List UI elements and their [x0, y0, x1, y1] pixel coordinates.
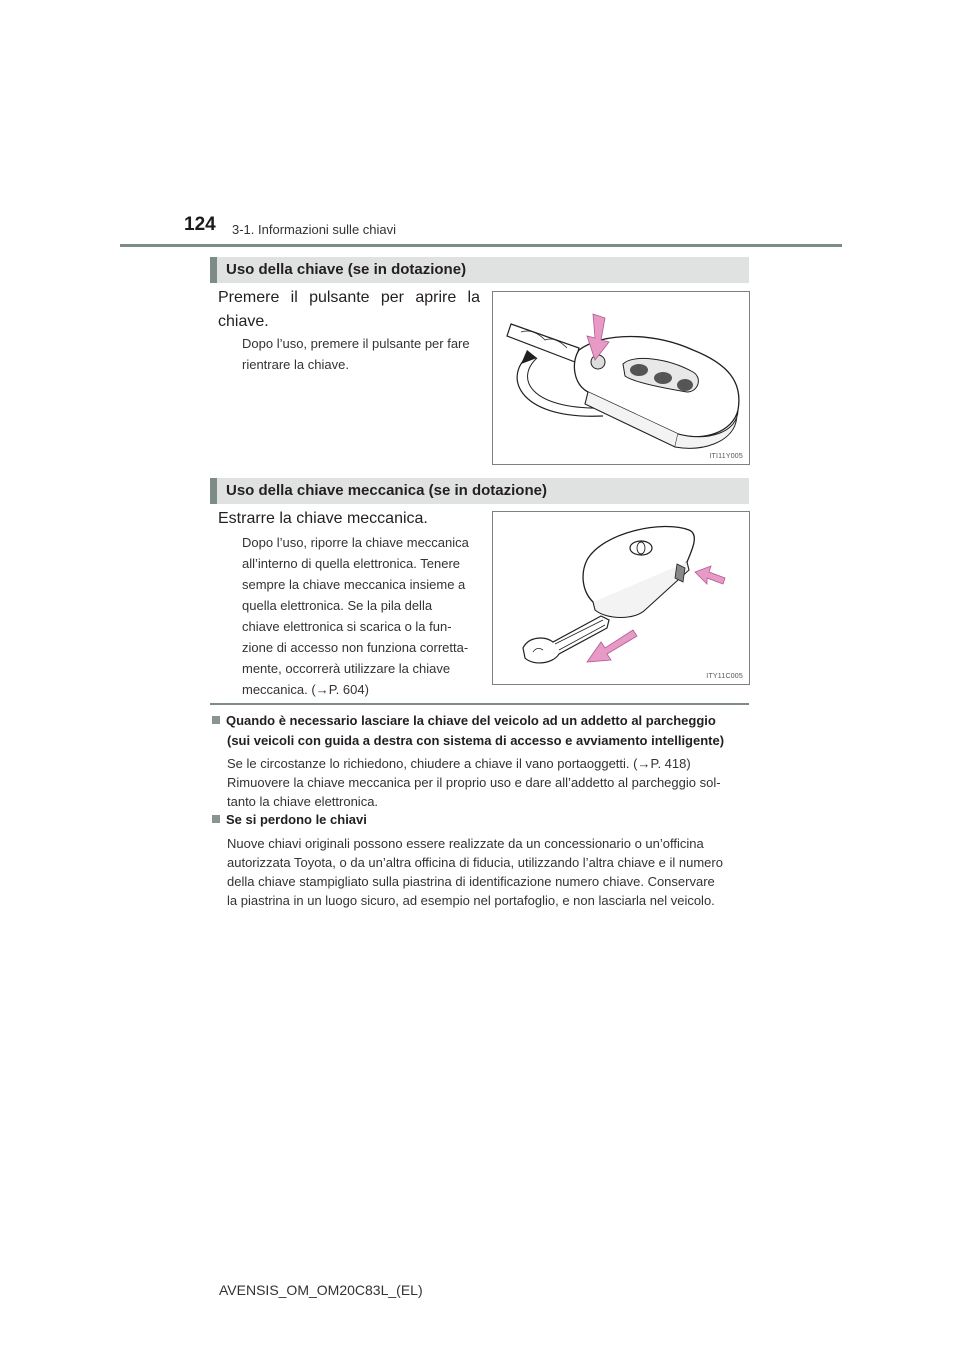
- detail-line: quella elettronica. Se la pila della: [242, 598, 433, 613]
- step-instruction: Estrarre la chiave meccanica.: [218, 510, 428, 527]
- note-body-lost-keys: [227, 834, 744, 910]
- note-title-line: Se si perdono le chiavi: [212, 810, 752, 830]
- section-heading-mechanical-key: Uso della chiave meccanica (se in dotazione): [210, 478, 749, 504]
- step-instruction-line2: chiave.: [218, 313, 269, 330]
- figure-code: ITY11C005: [706, 673, 743, 680]
- detail-line: chiave elettronica si scarica o la fun-: [242, 619, 452, 634]
- figure-flip-key: [492, 291, 750, 465]
- detail-line: mente, occorrerà utilizzare la chiave: [242, 661, 451, 676]
- note-line: della chiave stampigliato sulla piastrina di identificazione numero chiave. Conservare: [227, 874, 715, 889]
- step-detail: [242, 532, 479, 700]
- square-bullet-icon: [212, 815, 220, 823]
- note-title-lost-keys: [212, 810, 752, 830]
- detail-line: sempre la chiave meccanica insieme a: [242, 577, 466, 592]
- note-title-line: Quando è necessario lasciare la chiave del veicolo ad un addetto al parcheggio: [212, 711, 752, 731]
- detail-line: Dopo l’uso, riporre la chiave meccanica: [242, 535, 469, 550]
- note-line: la piastrina in un luogo sicuro, ad esempio nel portafoglio, e non lasciarla nel veicolo.: [227, 893, 715, 908]
- square-bullet-icon: [212, 716, 220, 724]
- detail-line-page-reference: meccanica. (→P. 604): [242, 682, 369, 697]
- detail-line: zione di accesso non funziona corretta-: [242, 640, 469, 655]
- detail-line: all’interno di quella elettronica. Tenere: [242, 556, 461, 571]
- note-line: autorizzata Toyota, o da un’altra officina di fiducia, utilizzando l’altra chiave e il numero: [227, 855, 723, 870]
- page-number: 124: [184, 214, 216, 235]
- document-code: AVENSIS_OM_OM20C83L_(EL): [219, 1282, 423, 1298]
- figure-mechanical-key: [492, 511, 750, 685]
- mechanical-key-illustration: [493, 512, 749, 684]
- header-divider: [120, 244, 842, 247]
- flip-key-illustration: [493, 292, 749, 464]
- note-line: Nuove chiavi originali possono essere realizzate da un concessionario o un’officina: [227, 836, 704, 851]
- section-title: 3-1. Informazioni sulle chiavi: [232, 222, 397, 237]
- note-line: tanto la chiave elettronica.: [227, 794, 379, 809]
- note-title-valet: [212, 711, 752, 751]
- note-line: Rimuovere la chiave meccanica per il proprio uso e dare all’addetto al parcheggio sol-: [227, 775, 721, 790]
- note-body-valet: [227, 754, 744, 811]
- step-detail: [242, 333, 479, 375]
- note-title-line: (sui veicoli con guida a destra con sistema di accesso e avviamento intelligente): [227, 733, 725, 748]
- detail-line: rientrare la chiave.: [242, 357, 349, 372]
- notes-divider: [210, 703, 749, 705]
- note-line: Se le circostanze lo richiedono, chiudere a chiave il vano portaoggetti. (→P. 418): [227, 756, 691, 771]
- section-heading-key-usage: Uso della chiave (se in dotazione): [210, 257, 749, 283]
- step-instruction-line1: Premere il pulsante per aprire la: [218, 289, 480, 306]
- detail-line: Dopo l’uso, premere il pulsante per fare: [242, 336, 470, 351]
- figure-code: ITI11Y005: [709, 453, 743, 460]
